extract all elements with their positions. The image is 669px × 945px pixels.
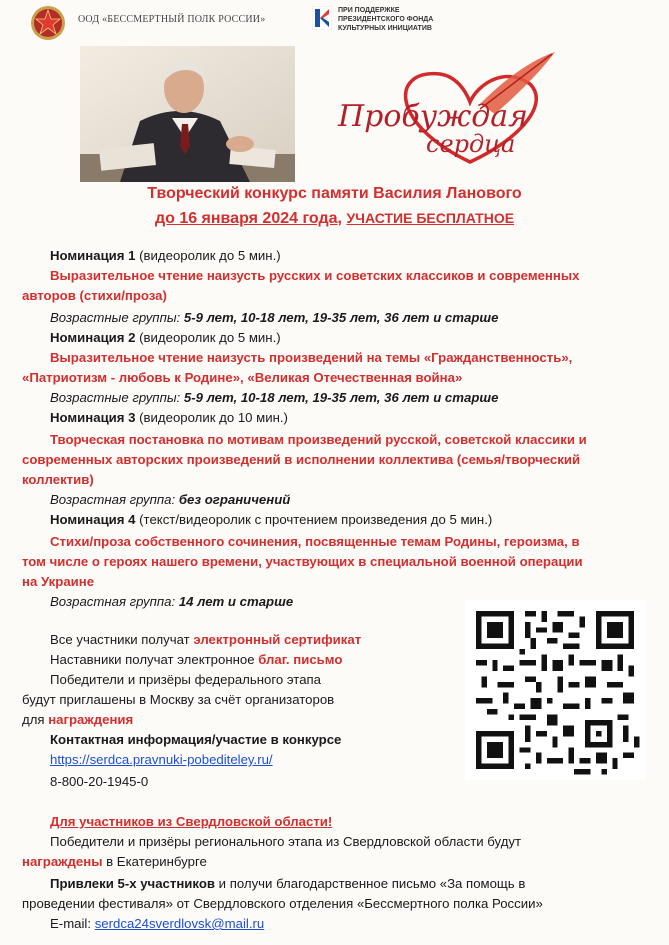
nomination-2-header [22, 328, 281, 348]
header [0, 0, 669, 48]
nomination-1-header [22, 246, 281, 266]
fund-support-text [338, 6, 433, 33]
nomination-3-note: (видеоролик до 10 мин.) [139, 410, 288, 425]
deadline-line [0, 210, 669, 228]
prize-text: Наставники получат электронное [50, 652, 255, 667]
age-value: 5-9 лет, 10-18 лет, 19-35 лет, 36 лет и старше [183, 390, 499, 405]
logo-line-2: сердца [426, 130, 516, 158]
page-title: Творческий конкурс памяти Василия Ланового [147, 185, 522, 202]
nomination-2-ages [22, 388, 498, 408]
regional-bold: Привлеки 5-х участников [50, 876, 215, 891]
contact-url-line [22, 750, 273, 770]
age-label: Возрастная группа: [50, 492, 176, 507]
deadline-date: до 16 января 2024 года, [154, 210, 342, 227]
regional-email-line [22, 914, 264, 934]
age-value: 14 лет и старше [178, 594, 294, 609]
prize-federal-2: будут приглашены в Москву за счёт организаторов [22, 692, 335, 707]
regional-highlight: награждены [22, 854, 103, 869]
support-line-1: ПРИ ПОДДЕРЖКЕ [338, 7, 400, 14]
age-label: Возрастные группы: [50, 390, 181, 405]
awakening-hearts-logo [330, 44, 560, 184]
portrait-photo [80, 46, 295, 182]
nomination-2-desc-1: Выразительное чтение наизусть произведений на темы «Гражданственность», [50, 350, 573, 365]
age-label: Возрастные группы: [50, 310, 181, 325]
prize-certificate [22, 630, 361, 650]
nomination-1-ages [22, 308, 498, 328]
prize-federal-3 [22, 710, 133, 730]
nomination-3-header [22, 408, 288, 428]
age-value: без ограничений [178, 492, 291, 507]
nomination-4-label: Номинация 4 [50, 512, 136, 527]
regional-line-2 [22, 852, 207, 872]
contact-phone: 8-800-20-1945-0 [50, 774, 149, 789]
regional-text: и получи благодарственное письмо «За помощь в [218, 876, 526, 891]
regional-heading: Для участников из Свердловской области! [50, 814, 333, 829]
nomination-2-label: Номинация 2 [50, 330, 136, 345]
nomination-4-desc-3: на Украине [22, 574, 95, 589]
nomination-3-desc-2: современных авторских произведений в исполнении коллектива (семья/творческий [22, 452, 581, 467]
prize-mentor-letter [22, 650, 342, 670]
contact-url-link[interactable]: https://serdca.pravnuki-pobediteley.ru/ [50, 752, 273, 767]
nomination-4-desc-1: Стихи/проза собственного сочинения, посвященные темам Родины, героизма, в [50, 534, 580, 549]
logo-line-1: Пробуждая [338, 99, 529, 134]
nomination-1-label: Номинация 1 [50, 248, 136, 263]
qr-code[interactable] [465, 600, 645, 780]
nomination-3-desc-1: Творческая постановка по мотивам произведений русской, советской классики и [50, 432, 587, 447]
support-line-2: ПРЕЗИДЕНТСКОГО ФОНДА [338, 16, 434, 23]
regional-line-3 [22, 874, 525, 894]
email-link[interactable]: serdca24sverdlovsk@mail.ru [94, 916, 265, 931]
nomination-1-desc-1: Выразительное чтение наизусть русских и советских классиков и современных [50, 268, 580, 283]
support-line-3: КУЛЬТУРНЫХ ИНИЦИАТИВ [338, 25, 432, 32]
prize-text: Все участники получат [50, 632, 190, 647]
nomination-1-note: (видеоролик до 5 мин.) [139, 248, 281, 263]
nomination-3-ages [22, 490, 290, 510]
age-value: 5-9 лет, 10-18 лет, 19-35 лет, 36 лет и старше [183, 310, 499, 325]
nomination-2-desc-2: «Патриотизм - любовь к Родине», «Великая Отечественная война» [22, 370, 463, 385]
org-name: ООД «БЕССМЕРТНЫЙ ПОЛК РОССИИ» [78, 14, 266, 25]
immortal-regiment-star-icon [30, 5, 66, 41]
prize-highlight: электронный сертификат [193, 632, 362, 647]
presidential-fund-logo-icon [312, 6, 332, 30]
regional-line-4: проведении фестиваля» от Свердловского отделения «Бессмертного полка России» [22, 896, 543, 911]
regional-line-1: Победители и призёры регионального этапа из Свердловской области будут [50, 834, 522, 849]
nomination-4-note: (текст/видеоролик с прочтением произведения до 5 мин.) [139, 512, 493, 527]
nomination-2-note: (видеоролик до 5 мин.) [139, 330, 281, 345]
nomination-4-ages [22, 592, 293, 612]
nomination-4-header [22, 510, 492, 530]
email-label: E-mail: [50, 916, 92, 931]
contact-heading: Контактная информация/участие в конкурсе [50, 732, 342, 747]
age-label: Возрастная группа: [50, 594, 176, 609]
prize-highlight: благ. письмо [258, 652, 343, 667]
nomination-1-desc-2: авторов (стихи/проза) [22, 288, 167, 303]
nomination-3-desc-3: коллектив) [22, 472, 94, 487]
nomination-3-label: Номинация 3 [50, 410, 136, 425]
nomination-4-desc-2: том числе о героях нашего времени, участвующих в специальной военной операции [22, 554, 583, 569]
prize-text: для [22, 712, 45, 727]
regional-text: в Екатеринбурге [106, 854, 207, 869]
prize-highlight: награждения [48, 712, 134, 727]
free-participation: УЧАСТИЕ БЕСПЛАТНОЕ [346, 210, 515, 226]
prize-federal-1: Победители и призёры федерального этапа [50, 672, 321, 687]
